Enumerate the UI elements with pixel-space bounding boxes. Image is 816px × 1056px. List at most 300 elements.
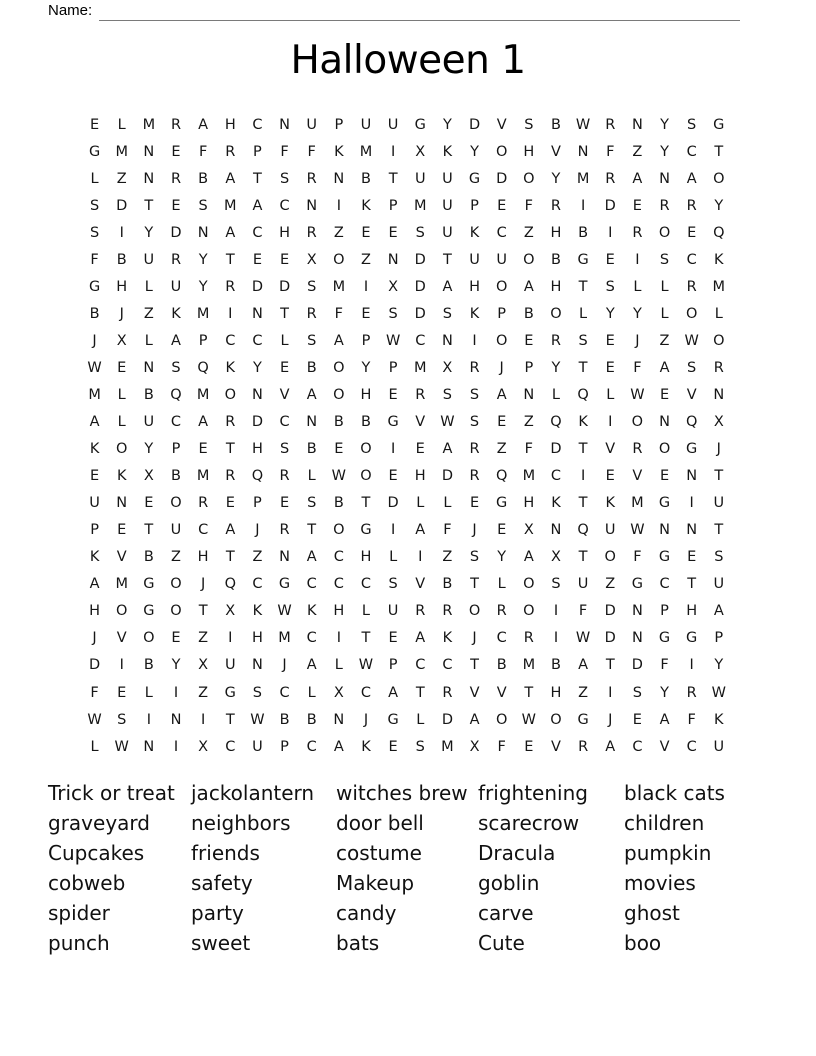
- grid-cell: C: [252, 332, 263, 349]
- grid-cell: F: [578, 603, 588, 620]
- grid-cell: Q: [685, 414, 698, 431]
- grid-cell: O: [523, 576, 535, 593]
- grid-cell: M: [196, 468, 210, 485]
- grid-cell: K: [469, 305, 480, 322]
- grid-cell: C: [306, 738, 317, 755]
- grid-cell: Y: [632, 305, 642, 322]
- grid-cell: W: [711, 684, 726, 701]
- grid-cell: Y: [660, 143, 669, 160]
- grid-cell: U: [387, 116, 399, 133]
- word-item: goblin: [478, 870, 540, 895]
- grid-cell: T: [225, 441, 235, 458]
- grid-cell: I: [418, 549, 423, 566]
- grid-cell: B: [496, 657, 507, 674]
- grid-cell: T: [578, 495, 588, 512]
- grid-cell: K: [225, 359, 236, 376]
- grid-cell: I: [390, 143, 396, 160]
- grid-cell: R: [578, 738, 589, 755]
- grid-cell: S: [714, 549, 724, 566]
- grid-cell: L: [144, 684, 153, 701]
- grid-cell: C: [252, 116, 263, 133]
- grid-cell: Z: [659, 332, 670, 349]
- grid-cell: Z: [496, 441, 507, 458]
- grid-cell: C: [360, 576, 372, 593]
- grid-cell: M: [88, 386, 101, 403]
- grid-cell: R: [605, 116, 616, 133]
- grid-cell: W: [331, 468, 346, 485]
- grid-cell: R: [225, 278, 236, 295]
- grid-cell: T: [361, 630, 371, 647]
- word-list-column: [336, 779, 478, 958]
- grid-cell: Y: [198, 278, 208, 295]
- grid-cell: H: [550, 224, 562, 241]
- grid-cell: P: [388, 657, 398, 674]
- word-item: Makeup: [336, 870, 415, 895]
- grid-cell: O: [713, 170, 725, 187]
- grid-cell: B: [442, 576, 453, 593]
- grid-cell: I: [580, 468, 586, 485]
- grid-cell: K: [578, 414, 588, 431]
- grid-cell: G: [686, 441, 698, 458]
- grid-cell: O: [170, 576, 182, 593]
- grid-cell: Q: [197, 359, 209, 376]
- grid-cell: F: [524, 197, 533, 214]
- grid-cell: I: [689, 495, 694, 512]
- grid-cell: O: [360, 468, 372, 485]
- grid-cell: P: [660, 603, 669, 620]
- grid-cell: Z: [361, 251, 371, 268]
- grid-cell: V: [551, 738, 561, 755]
- grid-cell: E: [171, 630, 181, 647]
- grid-cell: O: [360, 441, 372, 458]
- grid-cell: U: [224, 657, 236, 674]
- grid-cell: M: [115, 576, 128, 593]
- grid-cell: L: [90, 738, 99, 755]
- grid-cell: A: [713, 603, 724, 620]
- word-item: Cute: [478, 930, 525, 955]
- grid-cell: B: [279, 711, 290, 728]
- grid-cell: Y: [551, 170, 561, 187]
- grid-cell: S: [252, 684, 263, 701]
- grid-cell: Z: [333, 224, 344, 241]
- grid-cell: O: [550, 305, 562, 322]
- grid-cell: R: [469, 441, 480, 458]
- grid-cell: S: [659, 251, 670, 268]
- grid-cell: A: [333, 738, 344, 755]
- grid-cell: V: [116, 549, 127, 566]
- grid-cell: C: [550, 468, 562, 485]
- grid-cell: C: [279, 684, 290, 701]
- grid-cell: J: [119, 305, 124, 322]
- grid-cell: I: [119, 224, 124, 241]
- grid-cell: O: [143, 630, 155, 647]
- grid-cell: B: [550, 251, 561, 268]
- grid-cell: E: [659, 386, 670, 403]
- grid-cell: E: [334, 441, 344, 458]
- grid-cell: I: [146, 711, 151, 728]
- grid-cell: C: [496, 224, 507, 241]
- grid-cell: N: [713, 386, 725, 403]
- grid-cell: K: [116, 468, 127, 485]
- grid-cell: A: [252, 197, 263, 214]
- grid-cell: P: [334, 116, 344, 133]
- grid-cell: E: [117, 359, 127, 376]
- grid-cell: E: [605, 468, 615, 485]
- grid-cell: A: [198, 414, 209, 431]
- grid-cell: E: [279, 495, 290, 512]
- grid-cell: T: [470, 657, 479, 674]
- grid-cell: J: [608, 711, 613, 728]
- grid-cell: R: [496, 603, 507, 620]
- grid-cell: S: [307, 495, 317, 512]
- grid-cell: W: [250, 711, 265, 728]
- grid-cell: N: [631, 603, 643, 620]
- grid-cell: C: [306, 576, 317, 593]
- grid-cell: D: [604, 197, 616, 214]
- grid-cell: I: [228, 305, 233, 322]
- grid-cell: R: [686, 278, 697, 295]
- grid-cell: S: [388, 305, 398, 322]
- grid-cell: L: [361, 603, 371, 620]
- grid-cell: E: [687, 549, 697, 566]
- grid-cell: H: [251, 441, 263, 458]
- grid-cell: L: [117, 414, 126, 431]
- grid-cell: M: [441, 738, 454, 755]
- grid-cell: F: [633, 549, 642, 566]
- grid-cell: S: [117, 711, 127, 728]
- grid-cell: K: [334, 143, 344, 160]
- grid-cell: J: [363, 711, 369, 728]
- word-item: door bell: [336, 810, 424, 835]
- grid-cell: G: [658, 549, 671, 566]
- grid-cell: L: [416, 711, 425, 728]
- grid-cell: Z: [171, 549, 181, 566]
- word-list: [48, 779, 725, 958]
- grid-cell: E: [605, 251, 615, 268]
- word-item: bats: [336, 930, 380, 955]
- grid-cell: E: [497, 197, 507, 214]
- grid-cell: I: [608, 684, 613, 701]
- grid-cell: O: [495, 143, 508, 160]
- grid-cell: J: [255, 522, 260, 539]
- grid-cell: J: [282, 657, 287, 674]
- grid-cell: R: [605, 170, 616, 187]
- grid-cell: Z: [605, 576, 616, 593]
- grid-cell: M: [414, 359, 427, 376]
- grid-cell: K: [442, 630, 453, 647]
- grid-cell: P: [280, 738, 289, 755]
- grid-cell: K: [551, 495, 561, 512]
- grid-cell: Z: [143, 305, 154, 322]
- grid-cell: I: [608, 224, 613, 241]
- grid-cell: H: [333, 603, 345, 620]
- word-item: graveyard: [48, 810, 150, 835]
- grid-cell: Z: [523, 414, 534, 431]
- grid-cell: E: [225, 495, 235, 512]
- grid-cell: Y: [660, 116, 669, 133]
- grid-cell: K: [252, 603, 263, 620]
- word-item: scarecrow: [478, 810, 580, 835]
- grid-cell: D: [278, 278, 291, 295]
- grid-cell: I: [119, 657, 124, 674]
- grid-cell: T: [714, 468, 724, 485]
- word-item: frightening: [478, 781, 588, 805]
- word-item: Dracula: [478, 840, 556, 865]
- grid-cell: S: [578, 332, 588, 349]
- word-item: punch: [48, 930, 110, 955]
- grid-cell: B: [143, 386, 154, 403]
- grid-cell: Y: [442, 116, 452, 133]
- grid-cell: U: [469, 251, 480, 268]
- grid-cell: D: [631, 657, 643, 674]
- grid-cell: W: [575, 116, 591, 133]
- grid-cell: N: [659, 522, 670, 539]
- grid-cell: N: [686, 522, 698, 539]
- grid-cell: N: [251, 657, 263, 674]
- grid-cell: T: [198, 603, 208, 620]
- grid-cell: W: [630, 386, 645, 403]
- grid-cell: S: [198, 197, 208, 214]
- grid-cell: V: [659, 738, 670, 755]
- grid-cell: J: [200, 576, 206, 593]
- grid-cell: G: [387, 711, 399, 728]
- grid-cell: R: [170, 116, 182, 133]
- grid-cell: K: [605, 495, 615, 512]
- grid-cell: W: [87, 711, 102, 728]
- word-item: neighbors: [191, 810, 291, 835]
- word-item: spider: [48, 900, 110, 925]
- grid-cell: A: [415, 630, 426, 647]
- grid-cell: O: [523, 251, 535, 268]
- grid-cell: E: [89, 468, 100, 485]
- grid-cell: M: [414, 197, 427, 214]
- grid-cell: T: [578, 278, 588, 295]
- grid-cell: L: [416, 495, 425, 512]
- grid-cell: T: [578, 441, 588, 458]
- grid-cell: R: [306, 224, 317, 241]
- grid-cell: E: [687, 224, 697, 241]
- grid-cell: I: [363, 278, 369, 295]
- grid-cell: C: [252, 224, 263, 241]
- grid-cell: N: [306, 414, 318, 431]
- grid-cell: M: [576, 170, 590, 187]
- word-item: black cats: [624, 781, 725, 805]
- grid-cell: P: [714, 630, 724, 647]
- grid-cell: C: [306, 630, 317, 647]
- grid-cell: X: [333, 684, 344, 701]
- grid-cell: D: [251, 278, 263, 295]
- grid-cell: N: [279, 549, 290, 566]
- grid-cell: C: [415, 332, 426, 349]
- grid-cell: L: [606, 386, 615, 403]
- grid-cell: E: [279, 359, 290, 376]
- grid-cell: B: [116, 251, 127, 268]
- grid-cell: M: [359, 143, 373, 160]
- grid-cell: U: [360, 116, 372, 133]
- grid-cell: U: [713, 495, 725, 512]
- grid-cell: G: [577, 711, 589, 728]
- grid-cell: V: [469, 684, 480, 701]
- grid-cell: M: [332, 278, 346, 295]
- grid-cell: G: [468, 170, 481, 187]
- grid-cell: E: [497, 522, 507, 539]
- grid-cell: K: [171, 305, 181, 322]
- grid-cell: F: [90, 684, 99, 701]
- grid-cell: U: [387, 603, 399, 620]
- grid-cell: A: [686, 170, 697, 187]
- grid-cell: O: [495, 711, 508, 728]
- grid-cell: U: [713, 576, 725, 593]
- grid-cell: T: [524, 684, 534, 701]
- grid-cell: F: [687, 711, 696, 728]
- grid-cell: W: [358, 657, 374, 674]
- grid-cell: P: [361, 332, 371, 349]
- grid-cell: Y: [660, 684, 669, 701]
- grid-cell: J: [716, 441, 721, 458]
- grid-cell: C: [442, 657, 453, 674]
- grid-cell: N: [143, 359, 155, 376]
- grid-cell: F: [307, 143, 316, 160]
- grid-cell: A: [523, 278, 534, 295]
- grid-cell: C: [686, 738, 697, 755]
- grid-cell: J: [472, 522, 477, 539]
- grid-cell: P: [171, 441, 181, 458]
- grid-cell: M: [522, 468, 536, 485]
- grid-cell: H: [197, 549, 209, 566]
- grid-cell: R: [632, 441, 643, 458]
- grid-cell: S: [524, 116, 534, 133]
- grid-cell: O: [170, 495, 182, 512]
- grid-cell: B: [198, 170, 209, 187]
- word-item: party: [191, 900, 244, 925]
- grid-cell: W: [114, 738, 129, 755]
- grid-cell: C: [415, 657, 426, 674]
- grid-cell: L: [497, 576, 506, 593]
- word-item: ghost: [624, 900, 680, 925]
- grid-cell: F: [280, 143, 289, 160]
- grid-cell: C: [198, 522, 209, 539]
- grid-cell: T: [144, 522, 154, 539]
- grid-cell: K: [361, 197, 371, 214]
- word-list-column: [191, 779, 336, 958]
- grid-cell: B: [361, 170, 371, 187]
- grid-cell: J: [635, 332, 640, 349]
- word-item: candy: [336, 900, 397, 925]
- grid-cell: K: [306, 603, 317, 620]
- grid-cell: Z: [252, 549, 263, 566]
- grid-cell: M: [196, 305, 210, 322]
- grid-cell: H: [251, 630, 263, 647]
- grid-cell: E: [524, 332, 534, 349]
- grid-cell: L: [307, 684, 316, 701]
- grid-cell: D: [604, 603, 616, 620]
- grid-cell: P: [90, 522, 99, 539]
- grid-cell: A: [225, 522, 236, 539]
- grid-cell: P: [524, 359, 534, 376]
- grid-cell: B: [550, 657, 561, 674]
- grid-cell: H: [550, 278, 562, 295]
- grid-cell: Y: [714, 657, 724, 674]
- grid-cell: A: [306, 549, 317, 566]
- grid-cell: S: [279, 441, 290, 458]
- grid-cell: R: [469, 468, 480, 485]
- grid-cell: L: [334, 657, 343, 674]
- grid-cell: G: [360, 522, 372, 539]
- grid-cell: X: [306, 251, 317, 268]
- grid-cell: L: [144, 278, 153, 295]
- grid-cell: I: [200, 711, 206, 728]
- grid-cell: T: [225, 251, 235, 268]
- grid-cell: B: [550, 116, 561, 133]
- grid-cell: E: [361, 305, 371, 322]
- grid-cell: S: [551, 576, 561, 593]
- grid-cell: Y: [605, 305, 615, 322]
- grid-cell: D: [496, 170, 508, 187]
- grid-cell: O: [333, 522, 345, 539]
- grid-cell: B: [143, 549, 154, 566]
- grid-cell: L: [117, 116, 126, 133]
- grid-cell: A: [659, 711, 670, 728]
- grid-cell: H: [116, 278, 128, 295]
- grid-cell: G: [713, 116, 725, 133]
- word-item: pumpkin: [624, 840, 712, 865]
- grid-cell: O: [550, 711, 562, 728]
- grid-cell: S: [632, 684, 642, 701]
- grid-cell: E: [524, 738, 534, 755]
- grid-cell: B: [171, 468, 181, 485]
- grid-cell: C: [252, 576, 263, 593]
- grid-cell: E: [632, 711, 642, 728]
- grid-cell: E: [605, 332, 615, 349]
- grid-cell: N: [686, 468, 698, 485]
- grid-cell: G: [143, 603, 155, 620]
- grid-cell: A: [659, 359, 670, 376]
- grid-cell: C: [225, 738, 236, 755]
- grid-cell: X: [523, 522, 534, 539]
- grid-cell: K: [89, 441, 100, 458]
- grid-cell: N: [251, 386, 263, 403]
- grid-cell: U: [143, 251, 155, 268]
- grid-cell: N: [116, 495, 128, 512]
- grid-cell: N: [577, 143, 589, 160]
- word-item: jackolantern: [191, 781, 315, 805]
- grid-cell: I: [173, 738, 179, 755]
- grid-cell: P: [388, 359, 398, 376]
- grid-cell: S: [442, 305, 452, 322]
- grid-cell: O: [631, 414, 644, 431]
- grid-cell: T: [252, 170, 262, 187]
- grid-cell: N: [523, 386, 535, 403]
- grid-cell: M: [224, 197, 237, 214]
- grid-cell: X: [415, 143, 426, 160]
- grid-cell: E: [388, 738, 398, 755]
- grid-cell: L: [144, 332, 153, 349]
- grid-cell: D: [550, 441, 562, 458]
- grid-cell: T: [605, 657, 615, 674]
- grid-cell: G: [414, 116, 426, 133]
- grid-cell: F: [334, 305, 343, 322]
- grid-cell: U: [442, 224, 453, 241]
- grid-cell: P: [470, 197, 479, 214]
- grid-cell: R: [442, 684, 453, 701]
- grid-cell: Z: [442, 549, 453, 566]
- grid-cell: U: [170, 522, 182, 539]
- grid-cell: H: [523, 495, 535, 512]
- grid-cell: Q: [495, 468, 508, 485]
- grid-cell: V: [551, 143, 561, 160]
- grid-cell: E: [198, 441, 208, 458]
- grid-cell: A: [198, 116, 209, 133]
